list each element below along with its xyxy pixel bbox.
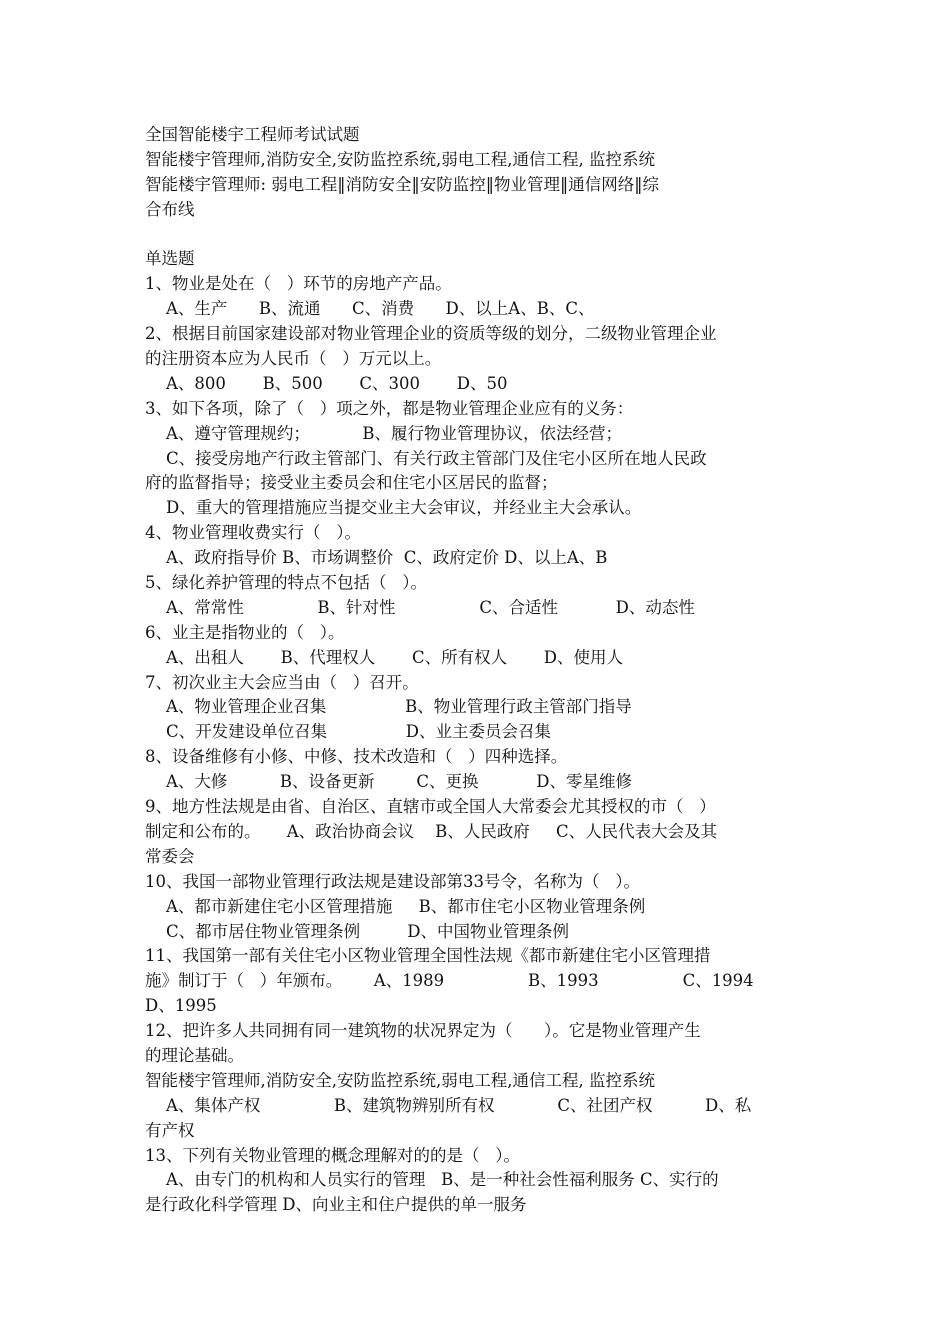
question-11-continued: 施》制订于（ ）年颁布。 A、1989 B、1993 C、1994 [145, 971, 754, 991]
document-body [145, 123, 815, 1218]
question-1-options: A、生产 B、流通 C、消费 D、以上A、B、C、 [145, 299, 595, 319]
question-13-options-continued: 是行政化科学管理 D、向业主和住户提供的单一服务 [145, 1195, 527, 1215]
keyword-line: 智能楼宇管理师,消防安全,安防监控系统,弱电工程,通信工程, 监控系统 [145, 1070, 655, 1090]
question-1: 1、物业是处在（ ）环节的房地产产品。 [145, 274, 452, 294]
document-title: 全国智能楼宇工程师考试试题 [145, 125, 360, 144]
question-5-options: A、常常性 B、针对性 C、合适性 D、动态性 [145, 597, 695, 617]
question-4-options: A、政府指导价 B、市场调整价 C、政府定价 D、以上A、B [145, 548, 608, 568]
question-9-continued: 常委会 [145, 846, 195, 866]
question-3-option-c-continued: 府的监督指导；接受业主委员会和住宅小区居民的监督； [145, 473, 558, 493]
question-6-options: A、出租人 B、代理权人 C、所有权人 D、使用人 [145, 647, 624, 667]
question-11-continued: D、1995 [145, 996, 217, 1016]
section-heading: 单选题 [145, 249, 195, 269]
keyword-line-continued: 合布线 [145, 199, 195, 219]
question-4: 4、物业管理收费实行（ ）。 [145, 523, 361, 543]
question-13-options: A、由专门的机构和人员实行的管理 B、是一种社会性福利服务 C、实行的 [145, 1170, 719, 1190]
question-3-option-c: C、接受房地产行政主管部门、有关行政主管部门及住宅小区所在地人民政 [145, 448, 707, 468]
question-7-options: C、开发建设单位召集 D、业主委员会召集 [145, 722, 552, 742]
question-7-options: A、物业管理企业召集 B、物业管理行政主管部门指导 [145, 697, 632, 717]
question-13: 13、下列有关物业管理的概念理解对的的是（ ）。 [145, 1145, 520, 1165]
question-9: 9、地方性法规是由省、自治区、直辖市或全国人大常委会尤其授权的市（ ） [145, 797, 716, 817]
blank-line [145, 223, 815, 248]
question-8-options: A、大修 B、设备更新 C、更换 D、零星维修 [145, 772, 632, 792]
question-9-continued: 制定和公布的。 A、政治协商会议 B、人民政府 C、人民代表大会及其 [145, 821, 718, 841]
question-3-option-d: D、重大的管理措施应当提交业主大会审议，并经业主大会承认。 [145, 498, 642, 518]
keyword-line: 智能楼宇管理师,消防安全,安防监控系统,弱电工程,通信工程, 监控系统 [145, 149, 655, 169]
question-12-options-continued: 有产权 [145, 1120, 195, 1140]
question-12-options: A、集体产权 B、建筑物辨别所有权 C、社团产权 D、私 [145, 1095, 752, 1115]
question-8: 8、设备维修有小修、中修、技术改造和（ ）四种选择。 [145, 747, 568, 767]
question-3: 3、如下各项，除了（ ）项之外，都是物业管理企业应有的义务： [145, 398, 634, 418]
question-10: 10、我国一部物业管理行政法规是建设部第33号令，名称为（ ）。 [145, 871, 640, 891]
question-12: 12、把许多人共同拥有同一建筑物的状况界定为（ ）。它是物业管理产生 [145, 1021, 701, 1041]
question-2-options: A、800 B、500 C、300 D、50 [145, 373, 508, 393]
question-2-continued: 的注册资本应为人民币（ ）万元以上。 [145, 349, 442, 369]
keyword-line: 智能楼宇管理师: 弱电工程‖消防安全‖安防监控‖物业管理‖通信网络‖综 [145, 174, 660, 194]
question-7: 7、初次业主大会应当由（ ）召开。 [145, 672, 419, 692]
question-6: 6、业主是指物业的（ ）。 [145, 622, 345, 642]
question-5: 5、绿化养护管理的特点不包括（ ）。 [145, 573, 427, 593]
question-11: 11、我国第一部有关住宅小区物业管理全国性法规《都市新建住宅小区管理措 [145, 946, 711, 966]
question-12-continued: 的理论基础。 [145, 1045, 244, 1065]
question-10-options: A、都市新建住宅小区管理措施 B、都市住宅小区物业管理条例 [145, 896, 646, 916]
question-10-options: C、都市居住物业管理条例 D、中国物业管理条例 [145, 921, 570, 941]
question-2: 2、根据目前国家建设部对物业管理企业的资质等级的划分，二级物业管理企业 [145, 324, 717, 344]
question-3-options: A、遵守管理规约； B、履行物业管理协议，依法经营； [145, 423, 622, 443]
